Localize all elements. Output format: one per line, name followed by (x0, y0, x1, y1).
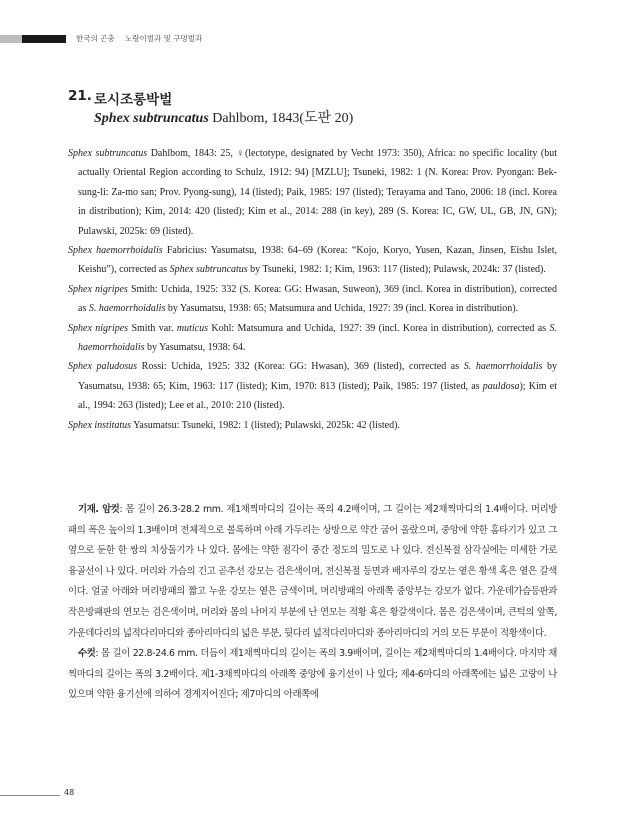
synonym-entry (68, 319, 557, 358)
header-bar-dark (22, 35, 66, 43)
synonym-correction-name: S. haemorrhoidalis (78, 322, 557, 354)
synonym-correction-name: S. haemorrhoidalis (463, 361, 543, 373)
male-label: 수컷 (78, 648, 96, 660)
header-book-title: 한국의 곤충 (76, 34, 115, 43)
species-binomial: Sphex subtruncatus (94, 111, 209, 126)
synonym-text: by Yasumatsu, 1938: 65; Kim, 1963: 117 (listed); Kim, 1970: 813 (listed); Paik, 1985: 197 (listed, as (78, 361, 557, 392)
synonym-entry (68, 144, 557, 241)
page-number: 48 (64, 788, 75, 797)
synonym-entry (68, 357, 557, 415)
synonym-name: Sphex nigripes (68, 322, 129, 334)
synonym-name: Sphex paludosus (68, 361, 138, 373)
synonym-text: Dahlbom, 1843: 25, ♀(lectotype, designated by Vecht 1973: 350), Africa: no specific locality (but actually Oriental Region according to Schulz, 1912: 94) [MZLU]; Tsuneki, 1982: 1 (N. Korea: Prov. Pyongan: Bek-sung-li: Za-mo san; Prov. Pyong-sung), 14 (listed); Paik, 1985: 197 (listed); Terayama and Tano, 2006: 18 (incl. Korea in distribution); Kim, 2014: 420 (listed); Kim et al., 2014: 288 (in key), 289 (S. Korea: IC, GW, UL, GB, JN, GN); Pulawski, 2025k: 69 (listed). (78, 148, 557, 237)
synonym-entry (68, 280, 557, 319)
korean-name: 로시조롱박벌 (94, 92, 173, 108)
male-description (68, 644, 557, 706)
synonym-text: by Yasumatsu, 1938: 64. (144, 342, 246, 354)
synonym-text: by Tsuneki, 1982: 1; Kim, 1963: 117 (listed); Pulawsk, 2024k: 37 (listed). (247, 264, 546, 276)
species-author: Dahlbom, 1843 (212, 111, 300, 126)
synonym-variety-name: muticus (176, 322, 208, 334)
synonym-correction-name: Sphex subtruncatus (169, 264, 248, 276)
synonym-misspelling: pauldosa (482, 380, 520, 392)
synonym-text: Kohl: Matsumura and Uchida, 1927: 39 (incl. Korea in distribution), corrected as (207, 322, 550, 334)
synonym-name: Sphex subtruncatus (68, 148, 148, 159)
synonym-text: Smith: Uchida, 1925: 332 (S. Korea: GG: Hwasan, Suweon), 369 (incl. Korea in distribution), corrected as (78, 283, 557, 315)
synonym-text: Yasumatsu: Tsuneki, 1982: 1 (listed); Pulawski, 2025k: 42 (listed). (131, 419, 400, 431)
scientific-name (94, 107, 353, 127)
synonym-text: by Yasumatsu, 1938: 65; Matsumura and Uchida, 1927: 39 (incl. Korea in distribution). (165, 303, 519, 315)
synonym-text: Smith var. (128, 322, 177, 334)
synonym-text: Fabricius: Yasumatsu, 1938: 64–69 (Korea: “Kojo, Koryo, Yusen, Kazan, Jinsen, Eishu Islet, Keishu”), corrected as (78, 245, 557, 276)
synonym-name: Sphex institatus (68, 419, 132, 431)
female-text: : 몸 길이 26.3-28.2 mm. 제1채찍마디의 길이는 폭의 4.2배이며, 그 길이는 제2채찍마디의 1.4배이다. 머리방패의 폭은 높이의 1.3배이며 전체적으로 볼록하며 아래 가두리는 상방으로 약간 굽어 올랐으며, 중앙에 약한 홈타기가 있고 그 옆으로 둔한 한 쌍의 치상돌기가 나 있다. 몸에는 약한 점각이 중간 정도의 밀도로 나 있다. 전신복절 삼각실에는 미세한 가로 융골선이 나 있다. 머리와 가슴의 긴고 곧추선 강모는 검은색이며, 전신복절 등면과 배자루의 강모는 옅은 황색 혹은 옅은 갈색이다. 얼굴 아래와 머리방패의 짧고 누운 강모는 옅은 금색이며, 머리방패의 아래쪽 중앙부는 강모가 없다. 가운데가슴등판과 작은방패판의 연모는 검은색이며, 머리와 몸의 나머지 부분에 난 연모는 적황 혹은 황갈색이다. 몸은 검은색이며, 큰턱의 앞쪽, 가운데다리의 넓적다리마디와 종아리마디의 넓은 부분, 뒷다리 넓적다리마디와 종아리마디의 거의 모든 부분이 적황색이다. (68, 504, 557, 639)
synonym-entry (68, 416, 557, 435)
synonym-text: ); Kim et al., 1994: 263 (listed); Lee et al., 2010: 210 (listed). (78, 380, 558, 412)
synonymy-list (68, 144, 557, 435)
footer-rule (0, 795, 60, 796)
synonym-name: Sphex haemorrhoidalis (68, 245, 163, 257)
female-description (68, 500, 557, 644)
species-number: 21. (68, 88, 92, 104)
female-label: 기재. 암컷 (78, 504, 120, 515)
plate-ref: (도판 20) (299, 111, 354, 126)
species-description (68, 500, 557, 706)
synonym-entry (68, 241, 557, 280)
running-header (76, 33, 210, 44)
synonym-name: Sphex nigripes (68, 283, 128, 295)
male-text: : 몸 길이 22.8-24.6 mm. 더듬이 제1채찍마디의 길이는 폭의 3.9배이며, 길이는 제2채찍마디의 1.4배이다. 마지막 채찍마디의 길이는 폭의 3.2배이다. 제1-3채찍마디의 아래쪽 중앙에 융기선이 나 있다; 제4-6마디의 아래쪽에는 넓은 고랑이 나 있으며 약한 융기선에 의하여 경계지어진다; 제7마디의 아래쪽에 (68, 648, 557, 701)
header-bar-light (0, 35, 22, 43)
synonym-correction-name: S. haemorrhoidalis (88, 303, 166, 315)
header-chapter-title: 노랑이벌과 및 구멍벌과 (125, 34, 203, 43)
synonym-text: Rossi: Uchida, 1925: 332 (Korea: GG: Hwasan), 369 (listed), corrected as (137, 361, 464, 373)
